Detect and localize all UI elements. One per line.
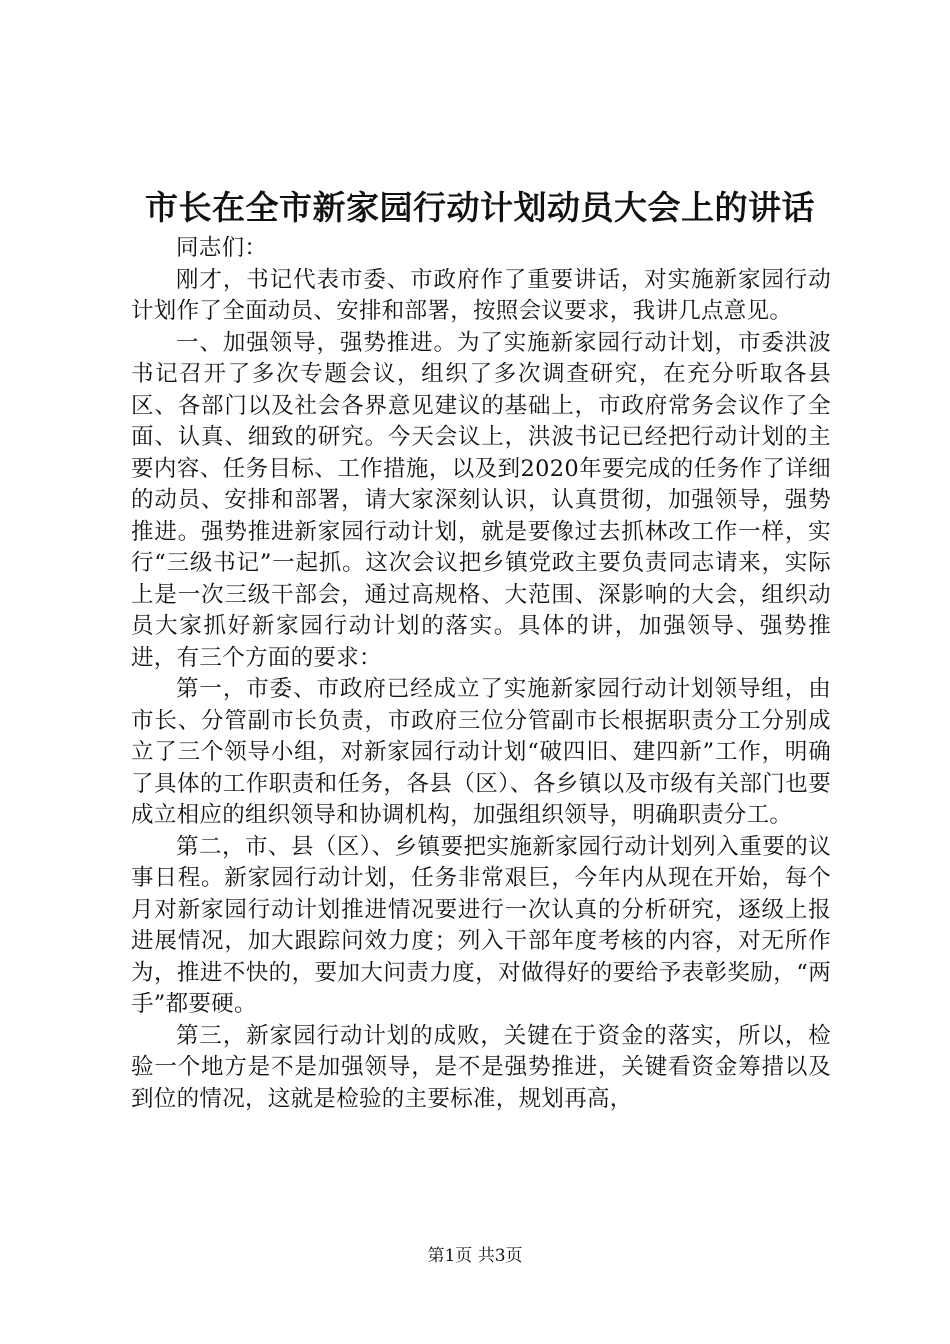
salutation: 同志们：	[176, 235, 268, 261]
paragraph: 刚才，书记代表市委、市政府作了重要讲话，对实施新家园行动计划作了全面动员、安排和部署，按照会议要求，我讲几点意见。	[131, 266, 831, 324]
paragraph: 第二，市、县（区）、乡镇要把实施新家园行动计划列入重要的议事日程。新家园行动计划，任务非常艰巨，今年内从现在开始，每个月对新家园行动计划推进情况要进行一次认真的分析研究，逐级上报进展情况，加大跟踪问效力度；列入干部年度考核的内容，对无所作为，推进不快的，要加大问责力度，对做得好的要给予表彰奖励，“两手”都要硬。	[131, 833, 831, 1017]
page-footer: 第1页 共3页	[427, 1246, 523, 1266]
document-title: 市长在全市新家园行动计划动员大会上的讲话	[145, 188, 815, 227]
paragraph: 第三，新家园行动计划的成败，关键在于资金的落实，所以，检验一个地方是不是加强领导，是不是强势推进，关键看资金筹措以及到位的情况，这就是检验的主要标准，规划再高，	[131, 1022, 831, 1112]
paragraph: 第一，市委、市政府已经成立了实施新家园行动计划领导组，由市长、分管副市长负责，市政府三位分管副市长根据职责分工分别成立了三个领导小组，对新家园行动计划“破四旧、建四新”工作，明确了具体的工作职责和任务，各县（区）、各乡镇以及市级有关部门也要成立相应的组织领导和协调机构，加强组织领导，明确职责分工。	[131, 676, 831, 828]
document-body	[131, 233, 831, 1115]
paragraph: 一、加强领导，强势推进。为了实施新家园行动计划，市委洪波书记召开了多次专题会议，组织了多次调查研究，在充分听取各县区、各部门以及社会各界意见建议的基础上，市政府常务会议作了全面、认真、细致的研究。今天会议上，洪波书记已经把行动计划的主要内容、任务目标、工作措施，以及到2020年要完成的任务作了详细的动员、安排和部署，请大家深刻认识，认真贯彻，加强领导，强势推进。强势推进新家园行动计划，就是要像过去抓林改工作一样，实行“三级书记”一起抓。这次会议把乡镇党政主要负责同志请来，实际上是一次三级干部会，通过高规格、大范围、深影响的大会，组织动员大家抓好新家园行动计划的落实。具体的讲，加强领导、强势推进，有三个方面的要求：	[131, 329, 831, 671]
